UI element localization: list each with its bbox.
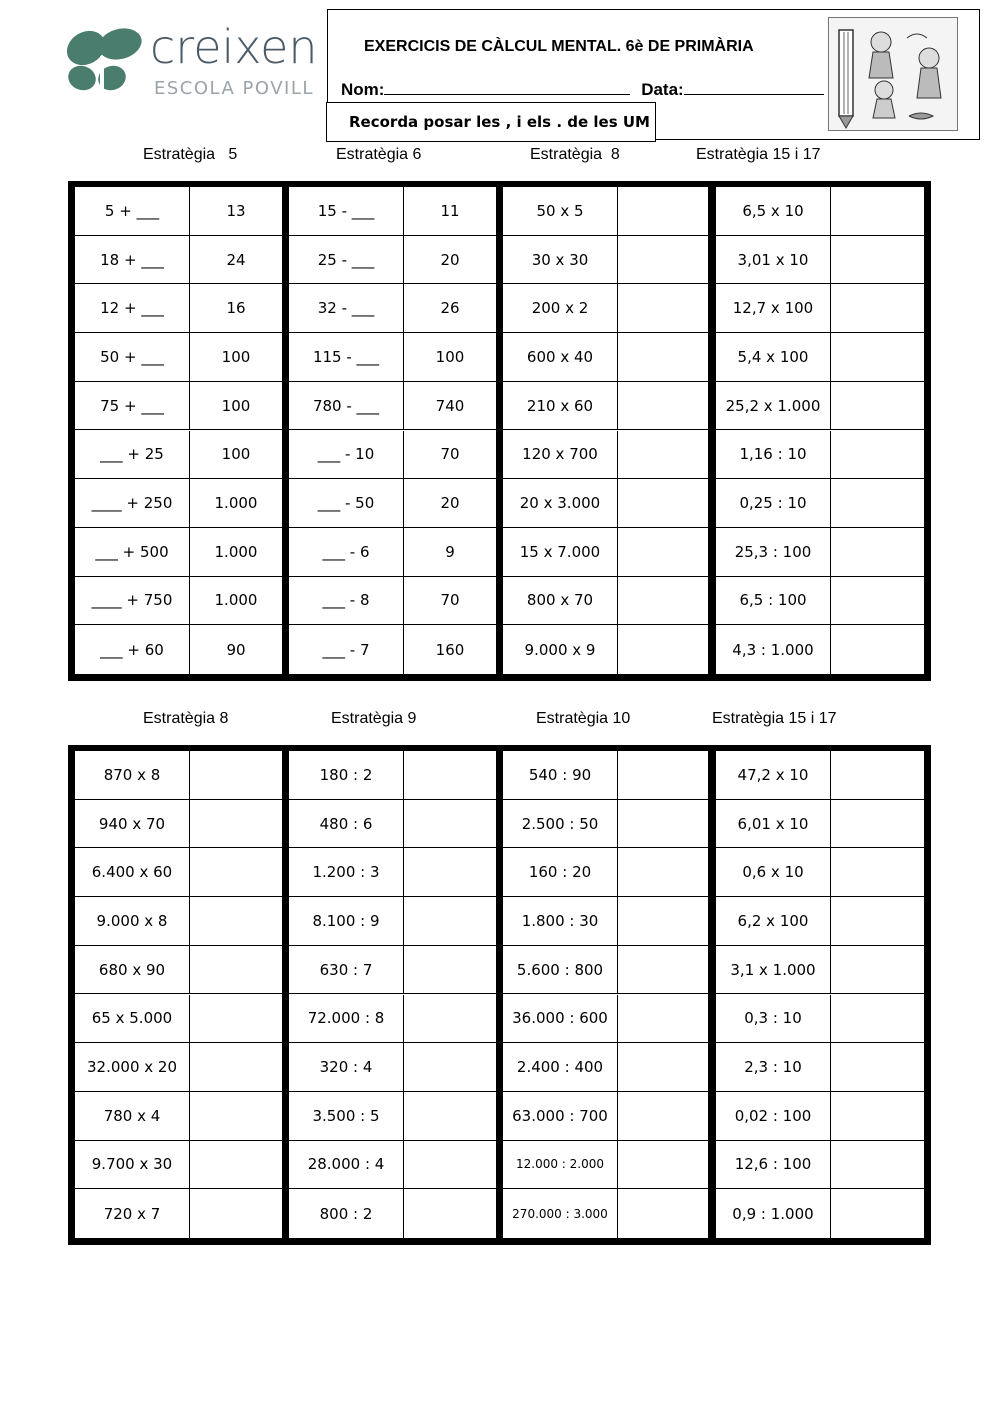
- exercise-answer[interactable]: 26: [440, 299, 460, 318]
- exercise-question: ___ - 7: [289, 625, 404, 674]
- exercise-row: [75, 577, 282, 626]
- exercise-row: [716, 333, 924, 382]
- exercise-answer[interactable]: [190, 946, 282, 994]
- exercise-answer[interactable]: [190, 1141, 282, 1189]
- strategy-label: Estratègia 8: [143, 710, 229, 727]
- exercise-question: 0,02 : 100: [716, 1092, 831, 1140]
- exercise-row: [716, 848, 924, 897]
- student-fields: [341, 78, 824, 100]
- exercise-row: [503, 995, 708, 1044]
- exercise-row: [716, 897, 924, 946]
- school-subtitle: ESCOLA POVILL: [154, 78, 314, 99]
- exercise-row: [503, 946, 708, 995]
- butterfly-logo-icon: [62, 26, 148, 100]
- exercise-answer[interactable]: 70: [440, 445, 460, 464]
- exercise-answer[interactable]: [404, 1189, 496, 1238]
- exercise-answer[interactable]: [190, 751, 282, 799]
- exercise-row: [289, 848, 496, 897]
- exercise-answer[interactable]: [618, 1189, 708, 1238]
- exercise-question: 25,2 x 1.000: [716, 382, 831, 430]
- exercise-question: 600 x 40: [503, 333, 618, 381]
- exercise-row: [503, 431, 708, 480]
- exercise-row: [75, 625, 282, 674]
- exercise-answer[interactable]: [831, 751, 924, 799]
- exercise-row: [503, 625, 708, 674]
- exercise-question: ___ - 50: [289, 479, 404, 527]
- strategy-label: Estratègia 5: [143, 146, 238, 163]
- exercise-column: [503, 751, 708, 1238]
- exercise-question: 800 x 70: [503, 577, 618, 625]
- exercise-row: [75, 800, 282, 849]
- exercise-row: [75, 1043, 282, 1092]
- exercise-question: ___ - 8: [289, 577, 404, 625]
- exercise-question: ___ - 10: [289, 431, 404, 479]
- exercise-question: 6.400 x 60: [75, 848, 190, 896]
- exercise-row: [716, 382, 924, 431]
- exercise-question: 115 - ___: [289, 333, 404, 381]
- exercise-question: 30 x 30: [503, 236, 618, 284]
- exercise-row: [716, 946, 924, 995]
- exercise-column: [716, 187, 924, 674]
- exercise-row: [289, 528, 496, 577]
- exercise-row: [289, 1189, 496, 1238]
- exercise-answer[interactable]: [831, 187, 924, 235]
- exercise-question: 1,16 : 10: [716, 431, 831, 479]
- exercise-answer[interactable]: 1.000: [214, 494, 258, 513]
- exercise-row: [716, 625, 924, 674]
- exercise-row: [289, 897, 496, 946]
- exercise-table-1: [68, 181, 931, 681]
- exercise-question: 15 x 7.000: [503, 528, 618, 576]
- exercise-row: [289, 1092, 496, 1141]
- exercise-question: 940 x 70: [75, 800, 190, 848]
- strategy-label: Estratègia 9: [331, 710, 417, 727]
- exercise-column: [289, 187, 496, 674]
- exercise-question: 12 + ___: [75, 284, 190, 332]
- exercise-question: 800 : 2: [289, 1189, 404, 1238]
- exercise-answer[interactable]: 16: [226, 299, 246, 318]
- exercise-row: [503, 382, 708, 431]
- exercise-question: 75 + ___: [75, 382, 190, 430]
- exercise-answer[interactable]: [618, 284, 708, 332]
- exercise-question: 1.200 : 3: [289, 848, 404, 896]
- exercise-row: [289, 431, 496, 480]
- exercise-question: 9.700 x 30: [75, 1141, 190, 1189]
- exercise-question: 0,6 x 10: [716, 848, 831, 896]
- exercise-question: 120 x 700: [503, 431, 618, 479]
- exercise-question: 47,2 x 10: [716, 751, 831, 799]
- exercise-question: 680 x 90: [75, 946, 190, 994]
- exercise-answer[interactable]: [404, 897, 496, 945]
- exercise-question: 6,01 x 10: [716, 800, 831, 848]
- exercise-question: 0,3 : 10: [716, 995, 831, 1043]
- exercise-row: [289, 625, 496, 674]
- exercise-row: [503, 187, 708, 236]
- exercise-answer[interactable]: 11: [440, 201, 460, 220]
- exercise-row: [503, 333, 708, 382]
- exercise-answer[interactable]: [190, 1043, 282, 1091]
- exercise-question: ___ + 60: [75, 625, 190, 674]
- exercise-answer[interactable]: [618, 800, 708, 848]
- exercise-answer[interactable]: [831, 897, 924, 945]
- exercise-question: 5.600 : 800: [503, 946, 618, 994]
- exercise-question: 3,1 x 1.000: [716, 946, 831, 994]
- exercise-answer[interactable]: [831, 577, 924, 625]
- exercise-row: [75, 528, 282, 577]
- exercise-answer[interactable]: [831, 236, 924, 284]
- exercise-answer[interactable]: [190, 1189, 282, 1238]
- exercise-row: [716, 751, 924, 800]
- exercise-column: [503, 187, 708, 674]
- exercise-row: [716, 431, 924, 480]
- exercise-question: 8.100 : 9: [289, 897, 404, 945]
- exercise-question: 720 x 7: [75, 1189, 190, 1238]
- exercise-answer[interactable]: [404, 1043, 496, 1091]
- exercise-answer[interactable]: 160: [435, 640, 465, 659]
- exercise-row: [503, 1141, 708, 1190]
- exercise-row: [716, 800, 924, 849]
- exercise-answer[interactable]: [404, 946, 496, 994]
- exercise-question: 210 x 60: [503, 382, 618, 430]
- exercise-question: 5 + ___: [75, 187, 190, 235]
- exercise-question: 180 : 2: [289, 751, 404, 799]
- exercise-question: 50 x 5: [503, 187, 618, 235]
- exercise-question: ___ + 25: [75, 431, 190, 479]
- exercise-answer[interactable]: [831, 800, 924, 848]
- exercise-answer[interactable]: 100: [435, 347, 465, 366]
- exercise-question: 32.000 x 20: [75, 1043, 190, 1091]
- exercise-row: [75, 382, 282, 431]
- exercise-question: ____ + 750: [75, 577, 190, 625]
- exercise-question: 2.400 : 400: [503, 1043, 618, 1091]
- exercise-answer[interactable]: 20: [440, 494, 460, 513]
- exercise-question: 32 - ___: [289, 284, 404, 332]
- exercise-question: 270.000 : 3.000: [503, 1189, 618, 1238]
- exercise-question: 9.000 x 8: [75, 897, 190, 945]
- exercise-column: [75, 751, 282, 1238]
- exercise-question: 3,01 x 10: [716, 236, 831, 284]
- exercise-answer[interactable]: [190, 1092, 282, 1140]
- strategy-label: Estratègia 15 i 17: [696, 146, 821, 163]
- exercise-row: [289, 187, 496, 236]
- exercise-row: [503, 800, 708, 849]
- name-label: Nom:: [341, 80, 385, 99]
- exercise-row: [75, 431, 282, 480]
- exercise-row: [503, 897, 708, 946]
- exercise-question: 6,5 x 10: [716, 187, 831, 235]
- exercise-answer[interactable]: [404, 800, 496, 848]
- exercise-answer[interactable]: [404, 995, 496, 1043]
- strategy-label: Estratègia 15 i 17: [712, 710, 837, 727]
- exercise-row: [503, 577, 708, 626]
- exercise-row: [289, 479, 496, 528]
- school-logo: [62, 20, 327, 106]
- exercise-answer[interactable]: 100: [221, 445, 251, 464]
- exercise-answer[interactable]: [618, 187, 708, 235]
- exercise-answer[interactable]: 70: [440, 591, 460, 610]
- exercise-row: [75, 187, 282, 236]
- exercise-answer[interactable]: [404, 1092, 496, 1140]
- exercise-question: 2,3 : 10: [716, 1043, 831, 1091]
- exercise-row: [503, 479, 708, 528]
- exercise-row: [75, 1092, 282, 1141]
- exercise-answer[interactable]: [404, 848, 496, 896]
- exercise-answer[interactable]: [831, 431, 924, 479]
- exercise-answer[interactable]: [404, 1141, 496, 1189]
- exercise-question: 25,3 : 100: [716, 528, 831, 576]
- exercise-row: [75, 1141, 282, 1190]
- exercise-answer[interactable]: [190, 897, 282, 945]
- exercise-question: 780 x 4: [75, 1092, 190, 1140]
- exercise-question: 780 - ___: [289, 382, 404, 430]
- date-label: Data:: [641, 80, 684, 99]
- exercise-answer[interactable]: [190, 995, 282, 1043]
- exercise-question: 160 : 20: [503, 848, 618, 896]
- exercise-question: 36.000 : 600: [503, 995, 618, 1043]
- exercise-answer[interactable]: [831, 479, 924, 527]
- exercise-answer[interactable]: [831, 995, 924, 1043]
- exercise-question: 65 x 5.000: [75, 995, 190, 1043]
- exercise-question: 72.000 : 8: [289, 995, 404, 1043]
- exercise-question: 4,3 : 1.000: [716, 625, 831, 674]
- exercise-row: [716, 284, 924, 333]
- exercise-question: 0,9 : 1.000: [716, 1189, 831, 1238]
- exercise-question: 540 : 90: [503, 751, 618, 799]
- exercise-answer[interactable]: [831, 1043, 924, 1091]
- exercise-answer[interactable]: [404, 751, 496, 799]
- exercise-question: 9.000 x 9: [503, 625, 618, 674]
- exercise-row: [289, 800, 496, 849]
- exercise-answer[interactable]: [831, 382, 924, 430]
- exercise-answer[interactable]: [618, 431, 708, 479]
- exercise-row: [289, 1141, 496, 1190]
- exercise-answer[interactable]: [831, 1092, 924, 1140]
- exercise-row: [289, 1043, 496, 1092]
- exercise-row: [503, 528, 708, 577]
- exercise-answer[interactable]: [618, 995, 708, 1043]
- exercise-row: [75, 236, 282, 285]
- exercise-question: 2.500 : 50: [503, 800, 618, 848]
- exercise-question: 12.000 : 2.000: [503, 1141, 618, 1189]
- exercise-row: [75, 946, 282, 995]
- pencil-icon: [829, 18, 957, 130]
- worksheet-title: EXERCICIS DE CÀLCUL MENTAL. 6è DE PRIMÀRIA: [364, 38, 754, 55]
- exercise-question: 5,4 x 100: [716, 333, 831, 381]
- reminder-text: Recorda posar les , i els . de les UM: [349, 113, 650, 131]
- exercise-question: ____ + 250: [75, 479, 190, 527]
- exercise-column: [716, 751, 924, 1238]
- exercise-question: ___ + 500: [75, 528, 190, 576]
- exercise-answer[interactable]: 13: [226, 201, 246, 220]
- worksheet-header: [327, 9, 980, 140]
- exercise-question: 28.000 : 4: [289, 1141, 404, 1189]
- exercise-answer[interactable]: [618, 1043, 708, 1091]
- exercise-row: [503, 236, 708, 285]
- exercise-answer[interactable]: [618, 946, 708, 994]
- exercise-row: [75, 1189, 282, 1238]
- exercise-question: 480 : 6: [289, 800, 404, 848]
- exercise-answer[interactable]: 1.000: [214, 542, 258, 561]
- exercise-question: 200 x 2: [503, 284, 618, 332]
- exercise-row: [289, 284, 496, 333]
- exercise-question: 12,6 : 100: [716, 1141, 831, 1189]
- exercise-answer[interactable]: [831, 333, 924, 381]
- exercise-answer[interactable]: 1.000: [214, 591, 258, 610]
- exercise-row: [716, 479, 924, 528]
- exercise-answer[interactable]: [831, 848, 924, 896]
- exercise-answer[interactable]: 9: [445, 542, 455, 561]
- exercise-row: [503, 1092, 708, 1141]
- exercise-answer[interactable]: [190, 848, 282, 896]
- exercise-answer[interactable]: 24: [226, 250, 246, 269]
- exercise-row: [503, 751, 708, 800]
- exercise-row: [716, 528, 924, 577]
- exercise-row: [716, 1141, 924, 1190]
- exercise-answer[interactable]: 20: [440, 250, 460, 269]
- exercise-row: [289, 946, 496, 995]
- exercise-question: 18 + ___: [75, 236, 190, 284]
- exercise-question: 3.500 : 5: [289, 1092, 404, 1140]
- exercise-answer[interactable]: [618, 577, 708, 625]
- exercise-question: 870 x 8: [75, 751, 190, 799]
- exercise-question: 63.000 : 700: [503, 1092, 618, 1140]
- exercise-row: [503, 1189, 708, 1238]
- exercise-answer[interactable]: [618, 897, 708, 945]
- exercise-answer[interactable]: [618, 333, 708, 381]
- exercise-question: 320 : 4: [289, 1043, 404, 1091]
- exercise-answer[interactable]: [618, 1092, 708, 1140]
- exercise-row: [716, 1043, 924, 1092]
- exercise-answer[interactable]: 740: [435, 396, 465, 415]
- exercise-answer[interactable]: [618, 236, 708, 284]
- exercise-question: 1.800 : 30: [503, 897, 618, 945]
- exercise-answer[interactable]: [618, 382, 708, 430]
- exercise-answer[interactable]: [831, 528, 924, 576]
- exercise-row: [716, 187, 924, 236]
- exercise-answer[interactable]: [831, 1189, 924, 1238]
- reminder-box: [326, 102, 656, 142]
- exercise-row: [289, 333, 496, 382]
- strategy-label: Estratègia 10: [536, 710, 631, 727]
- exercise-answer[interactable]: [618, 479, 708, 527]
- exercise-question: 6,2 x 100: [716, 897, 831, 945]
- exercise-row: [289, 751, 496, 800]
- exercise-column: [289, 751, 496, 1238]
- exercise-row: [716, 995, 924, 1044]
- exercise-question: 0,25 : 10: [716, 479, 831, 527]
- exercise-answer[interactable]: [618, 848, 708, 896]
- exercise-answer[interactable]: [190, 800, 282, 848]
- exercise-row: [75, 897, 282, 946]
- exercise-answer[interactable]: [831, 946, 924, 994]
- exercise-row: [716, 577, 924, 626]
- strategy-label: Estratègia 8: [530, 146, 620, 163]
- exercise-question: 15 - ___: [289, 187, 404, 235]
- exercise-question: 50 + ___: [75, 333, 190, 381]
- exercise-answer[interactable]: [831, 1141, 924, 1189]
- strategy-label: Estratègia 6: [336, 146, 422, 163]
- name-field[interactable]: [384, 78, 630, 95]
- exercise-row: [75, 479, 282, 528]
- exercise-row: [503, 284, 708, 333]
- exercise-row: [716, 1189, 924, 1238]
- exercise-row: [75, 751, 282, 800]
- exercise-row: [716, 1092, 924, 1141]
- exercise-row: [289, 577, 496, 626]
- exercise-row: [289, 236, 496, 285]
- exercise-row: [716, 236, 924, 285]
- exercise-column: [75, 187, 282, 674]
- exercise-answer[interactable]: [618, 528, 708, 576]
- exercise-row: [75, 848, 282, 897]
- exercise-row: [75, 284, 282, 333]
- date-field[interactable]: [684, 78, 824, 95]
- exercise-question: 20 x 3.000: [503, 479, 618, 527]
- exercise-row: [503, 848, 708, 897]
- exercise-table-2: [68, 745, 931, 1245]
- exercise-row: [289, 995, 496, 1044]
- exercise-answer[interactable]: [618, 1141, 708, 1189]
- exercise-question: ___ - 6: [289, 528, 404, 576]
- exercise-answer[interactable]: [831, 284, 924, 332]
- exercise-row: [75, 333, 282, 382]
- exercise-row: [75, 995, 282, 1044]
- exercise-question: 25 - ___: [289, 236, 404, 284]
- exercise-row: [289, 382, 496, 431]
- pencil-children-illustration: [828, 17, 958, 131]
- exercise-answer[interactable]: 90: [226, 640, 246, 659]
- exercise-answer[interactable]: [618, 625, 708, 674]
- school-name: creixen: [150, 20, 318, 74]
- exercise-row: [503, 1043, 708, 1092]
- exercise-question: 12,7 x 100: [716, 284, 831, 332]
- exercise-question: 630 : 7: [289, 946, 404, 994]
- exercise-answer[interactable]: 100: [221, 347, 251, 366]
- exercise-answer[interactable]: [618, 751, 708, 799]
- exercise-answer[interactable]: 100: [221, 396, 251, 415]
- exercise-question: 6,5 : 100: [716, 577, 831, 625]
- exercise-answer[interactable]: [831, 625, 924, 674]
